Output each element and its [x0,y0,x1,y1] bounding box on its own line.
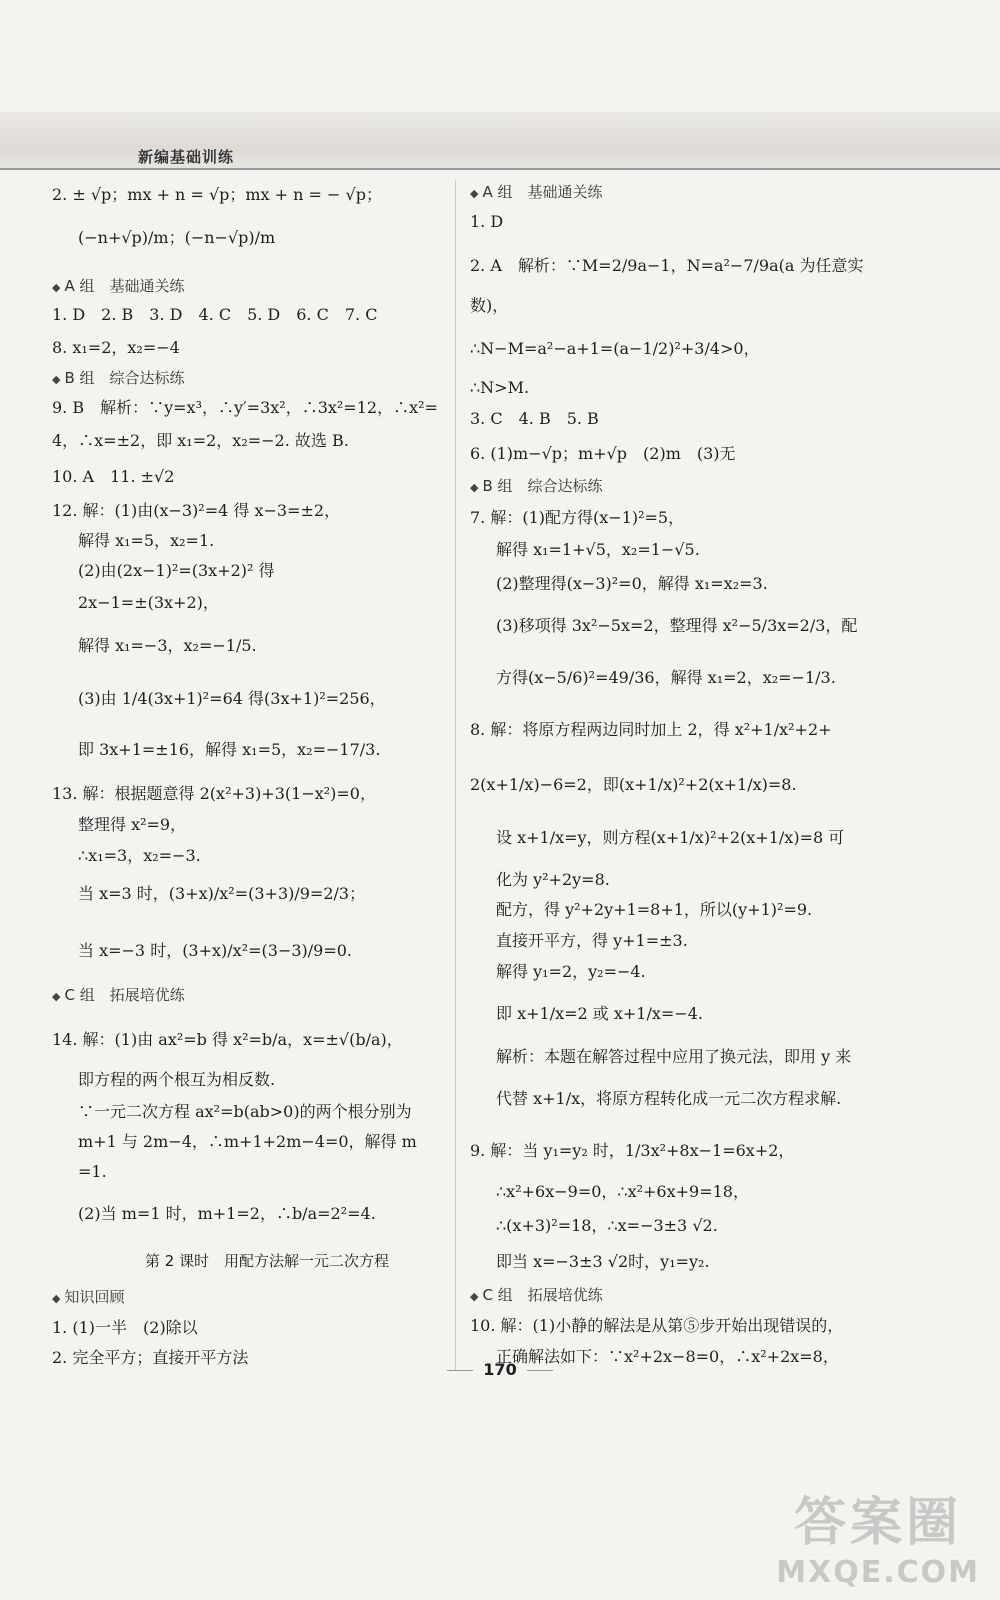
line-text: 配方，得 y²+2y+1=8+1，所以(y+1)²=9. [496,900,813,919]
line-text: (−n+√p)/m；(−n−√p)/m [78,228,276,247]
line-text: C 组 拓展培优练 [482,1286,603,1304]
line-text: ∴x₁=3，x₂=−3. [78,846,201,865]
line-text: (3)移项得 3x²−5x=2，整理得 x²−5/3x=2/3，配 [496,616,858,635]
answer-line [52,1348,248,1368]
diamond-icon: ◆ [52,281,61,294]
answer-line [470,339,760,359]
section-heading [52,1287,124,1309]
diamond-icon: ◆ [470,1290,479,1303]
line-text: 10. 解：(1)小静的解法是从第⑤步开始出现错误的， [470,1316,844,1335]
line-text: ∴N>M. [470,378,530,397]
answer-line [470,508,684,528]
line-text: 解析：本题在解答过程中应用了换元法，即用 y 来 [496,1047,852,1066]
book-title: 新编基础训练 [138,148,235,166]
line-text: 1. (1)一半 (2)除以 [52,1318,198,1337]
line-text: 化为 y²+2y=8. [496,870,610,889]
answer-line [52,1030,403,1050]
column-divider [455,180,456,1370]
answer-line [52,398,438,418]
line-text: 知识回顾 [64,1288,125,1306]
watermark-logo [776,1480,980,1590]
diamond-icon: ◆ [52,1292,61,1305]
answer-line [470,1141,794,1161]
line-text: 9. 解：当 y₁=y₂ 时，1/3x²+8x−1=6x+2， [470,1141,795,1160]
line-text: ∴x²+6x−9=0，∴x²+6x+9=18， [496,1182,749,1201]
line-text: =1. [78,1162,107,1181]
answer-line [52,501,340,521]
answer-line [52,431,349,451]
answer-line [496,1004,703,1024]
line-text: (2)整理得(x−3)²=0，解得 x₁=x₂=3. [496,574,768,593]
answer-line [78,228,275,248]
answer-line [78,1102,412,1122]
answer-line [470,256,864,276]
line-text: 8. 解：将原方程两边同时加上 2，得 x²+1/x²+2+ [470,720,832,739]
answer-line [470,296,508,316]
answer-line [470,720,832,740]
line-text: 即 x+1/x=2 或 x+1/x=−4. [496,1004,703,1023]
line-text: 12. 解：(1)由(x−3)²=4 得 x−3=±2， [52,501,341,520]
section-heading [470,1285,603,1307]
line-text: 第 2 课时 用配方法解一元二次方程 [144,1252,390,1270]
answer-line [496,870,610,890]
line-text: m+1 与 2m−4，∴m+1+2m−4=0，解得 m [78,1132,417,1151]
answer-line [78,593,219,613]
answer-line [78,636,257,656]
line-text: 2. A 解析：∵M=2/9a−1，N=a²−7/9a(a 为任意实 [470,256,864,275]
answer-line [470,444,736,464]
answer-line [78,561,275,581]
answer-line [496,962,646,982]
section-heading [470,182,603,204]
answer-line [52,1318,198,1338]
answer-line [496,1252,710,1272]
line-text: 13. 解：根据题意得 2(x²+3)+3(1−x²)=0， [52,784,376,803]
line-text: 1. D 2. B 3. D 4. C 5. D 6. C 7. C [52,305,378,324]
line-text: 2. 完全平方；直接开平方法 [52,1348,249,1367]
line-text: 即当 x=−3±3 √2时，y₁=y₂. [496,1252,710,1271]
answer-line [78,1204,376,1224]
line-text: 9. B 解析：∵y=x³，∴y′=3x²，∴3x²=12，∴x²= [52,398,438,417]
line-text: 解得 y₁=2，y₂=−4. [496,962,646,981]
line-text: B 组 综合达标练 [482,477,603,495]
answer-line [470,378,529,398]
line-text: 解得 x₁=−3，x₂=−1/5. [78,636,257,655]
answer-line [78,884,365,904]
line-text: 2. ± √p；mx + n = √p；mx + n = − √p； [52,185,382,204]
answer-line [496,1047,851,1067]
line-text: 解得 x₁=5，x₂=1. [78,531,215,550]
answer-line [78,740,380,760]
diamond-icon: ◆ [52,990,61,1003]
line-text: (3)由 1/4(3x+1)²=64 得(3x+1)²=256， [78,689,386,708]
watermark-line1: 答案圈 [794,1493,963,1553]
line-text: 2(x+1/x)−6=2，即(x+1/x)²+2(x+1/x)=8. [470,775,797,794]
line-text: ∴(x+3)²=18，∴x=−3±3 √2. [496,1216,718,1235]
answer-line [78,815,186,835]
answer-line [496,616,857,636]
answer-line [496,931,688,951]
watermark-line2: MXQE.COM [776,1555,980,1590]
line-text: 当 x=3 时，(3+x)/x²=(3+3)/9=2/3； [78,884,366,903]
line-text: (2)由(2x−1)²=(3x+2)² 得 [78,561,275,580]
answer-line [496,668,836,688]
answer-line [78,1132,417,1152]
line-text: 2x−1=±(3x+2)， [78,593,219,612]
line-text: 即 3x+1=±16，解得 x₁=5，x₂=−17/3. [78,740,381,759]
section-heading [52,368,185,390]
line-text: 6. (1)m−√p；m+√p (2)m (3)无 [470,444,736,463]
section-heading [52,985,185,1007]
answer-line [496,1182,749,1202]
header-rule [0,168,1000,170]
answer-line [52,338,180,358]
answer-line [470,212,503,232]
line-text: 8. x₁=2，x₂=−4 [52,338,180,357]
line-text: A 组 基础通关练 [482,183,603,201]
answer-line [496,574,768,594]
line-text: 4，∴x=±2，即 x₁=2，x₂=−2. 故选 B. [52,431,349,450]
diamond-icon: ◆ [470,481,479,494]
lesson-title [52,1250,482,1271]
line-text: 整理得 x²=9， [78,815,187,834]
line-text: 解得 x₁=1+√5，x₂=1−√5. [496,540,700,559]
line-text: 1. D [470,212,504,231]
line-text: 10. A 11. ±√2 [52,467,175,486]
answer-line [52,185,382,205]
answer-line [470,409,599,429]
answer-line [78,1162,107,1182]
diamond-icon: ◆ [52,373,61,386]
line-text: ∵一元二次方程 ax²=b(ab>0)的两个根分别为 [78,1102,412,1121]
line-text: 7. 解：(1)配方得(x−1)²=5， [470,508,685,527]
answer-line [78,941,352,961]
line-text: 方得(x−5/6)²=49/36，解得 x₁=2，x₂=−1/3. [496,668,836,687]
line-text: 设 x+1/x=y，则方程(x+1/x)²+2(x+1/x)=8 可 [496,828,845,847]
line-text: 14. 解：(1)由 ax²=b 得 x²=b/a，x=±√(b/a)， [52,1030,403,1049]
section-heading [52,276,185,298]
line-text: 即方程的两个根互为相反数. [78,1070,276,1089]
page-number: 170 [400,1360,600,1379]
line-text: (2)当 m=1 时，m+1=2，∴b/a=2²=4. [78,1204,376,1223]
answer-line [78,1070,275,1090]
line-text: 数)， [470,296,509,315]
diamond-icon: ◆ [470,187,479,200]
answer-line [496,828,844,848]
answer-line [52,467,174,487]
line-text: 正确解法如下：∵x²+2x−8=0，∴x²+2x=8， [496,1347,839,1366]
answer-line [470,775,797,795]
line-text: 代替 x+1/x，将原方程转化成一元二次方程求解. [496,1089,842,1108]
answer-line [496,540,700,560]
line-text: 3. C 4. B 5. B [470,409,599,428]
answer-line [78,846,201,866]
section-heading [470,476,603,498]
line-text: 直接开平方，得 y+1=±3. [496,931,688,950]
answer-line [496,900,812,920]
answer-line [78,531,214,551]
line-text: ∴N−M=a²−a+1=(a−1/2)²+3/4>0， [470,339,760,358]
answer-line [496,1089,841,1109]
line-text: B 组 综合达标练 [64,369,185,387]
answer-line [470,1316,843,1336]
answer-line [496,1216,718,1236]
answer-line [78,689,386,709]
line-text: 当 x=−3 时，(3+x)/x²=(3−3)/9=0. [78,941,353,960]
answer-line [52,784,376,804]
answer-line [52,305,377,325]
line-text: A 组 基础通关练 [64,277,185,295]
line-text: C 组 拓展培优练 [64,986,185,1004]
